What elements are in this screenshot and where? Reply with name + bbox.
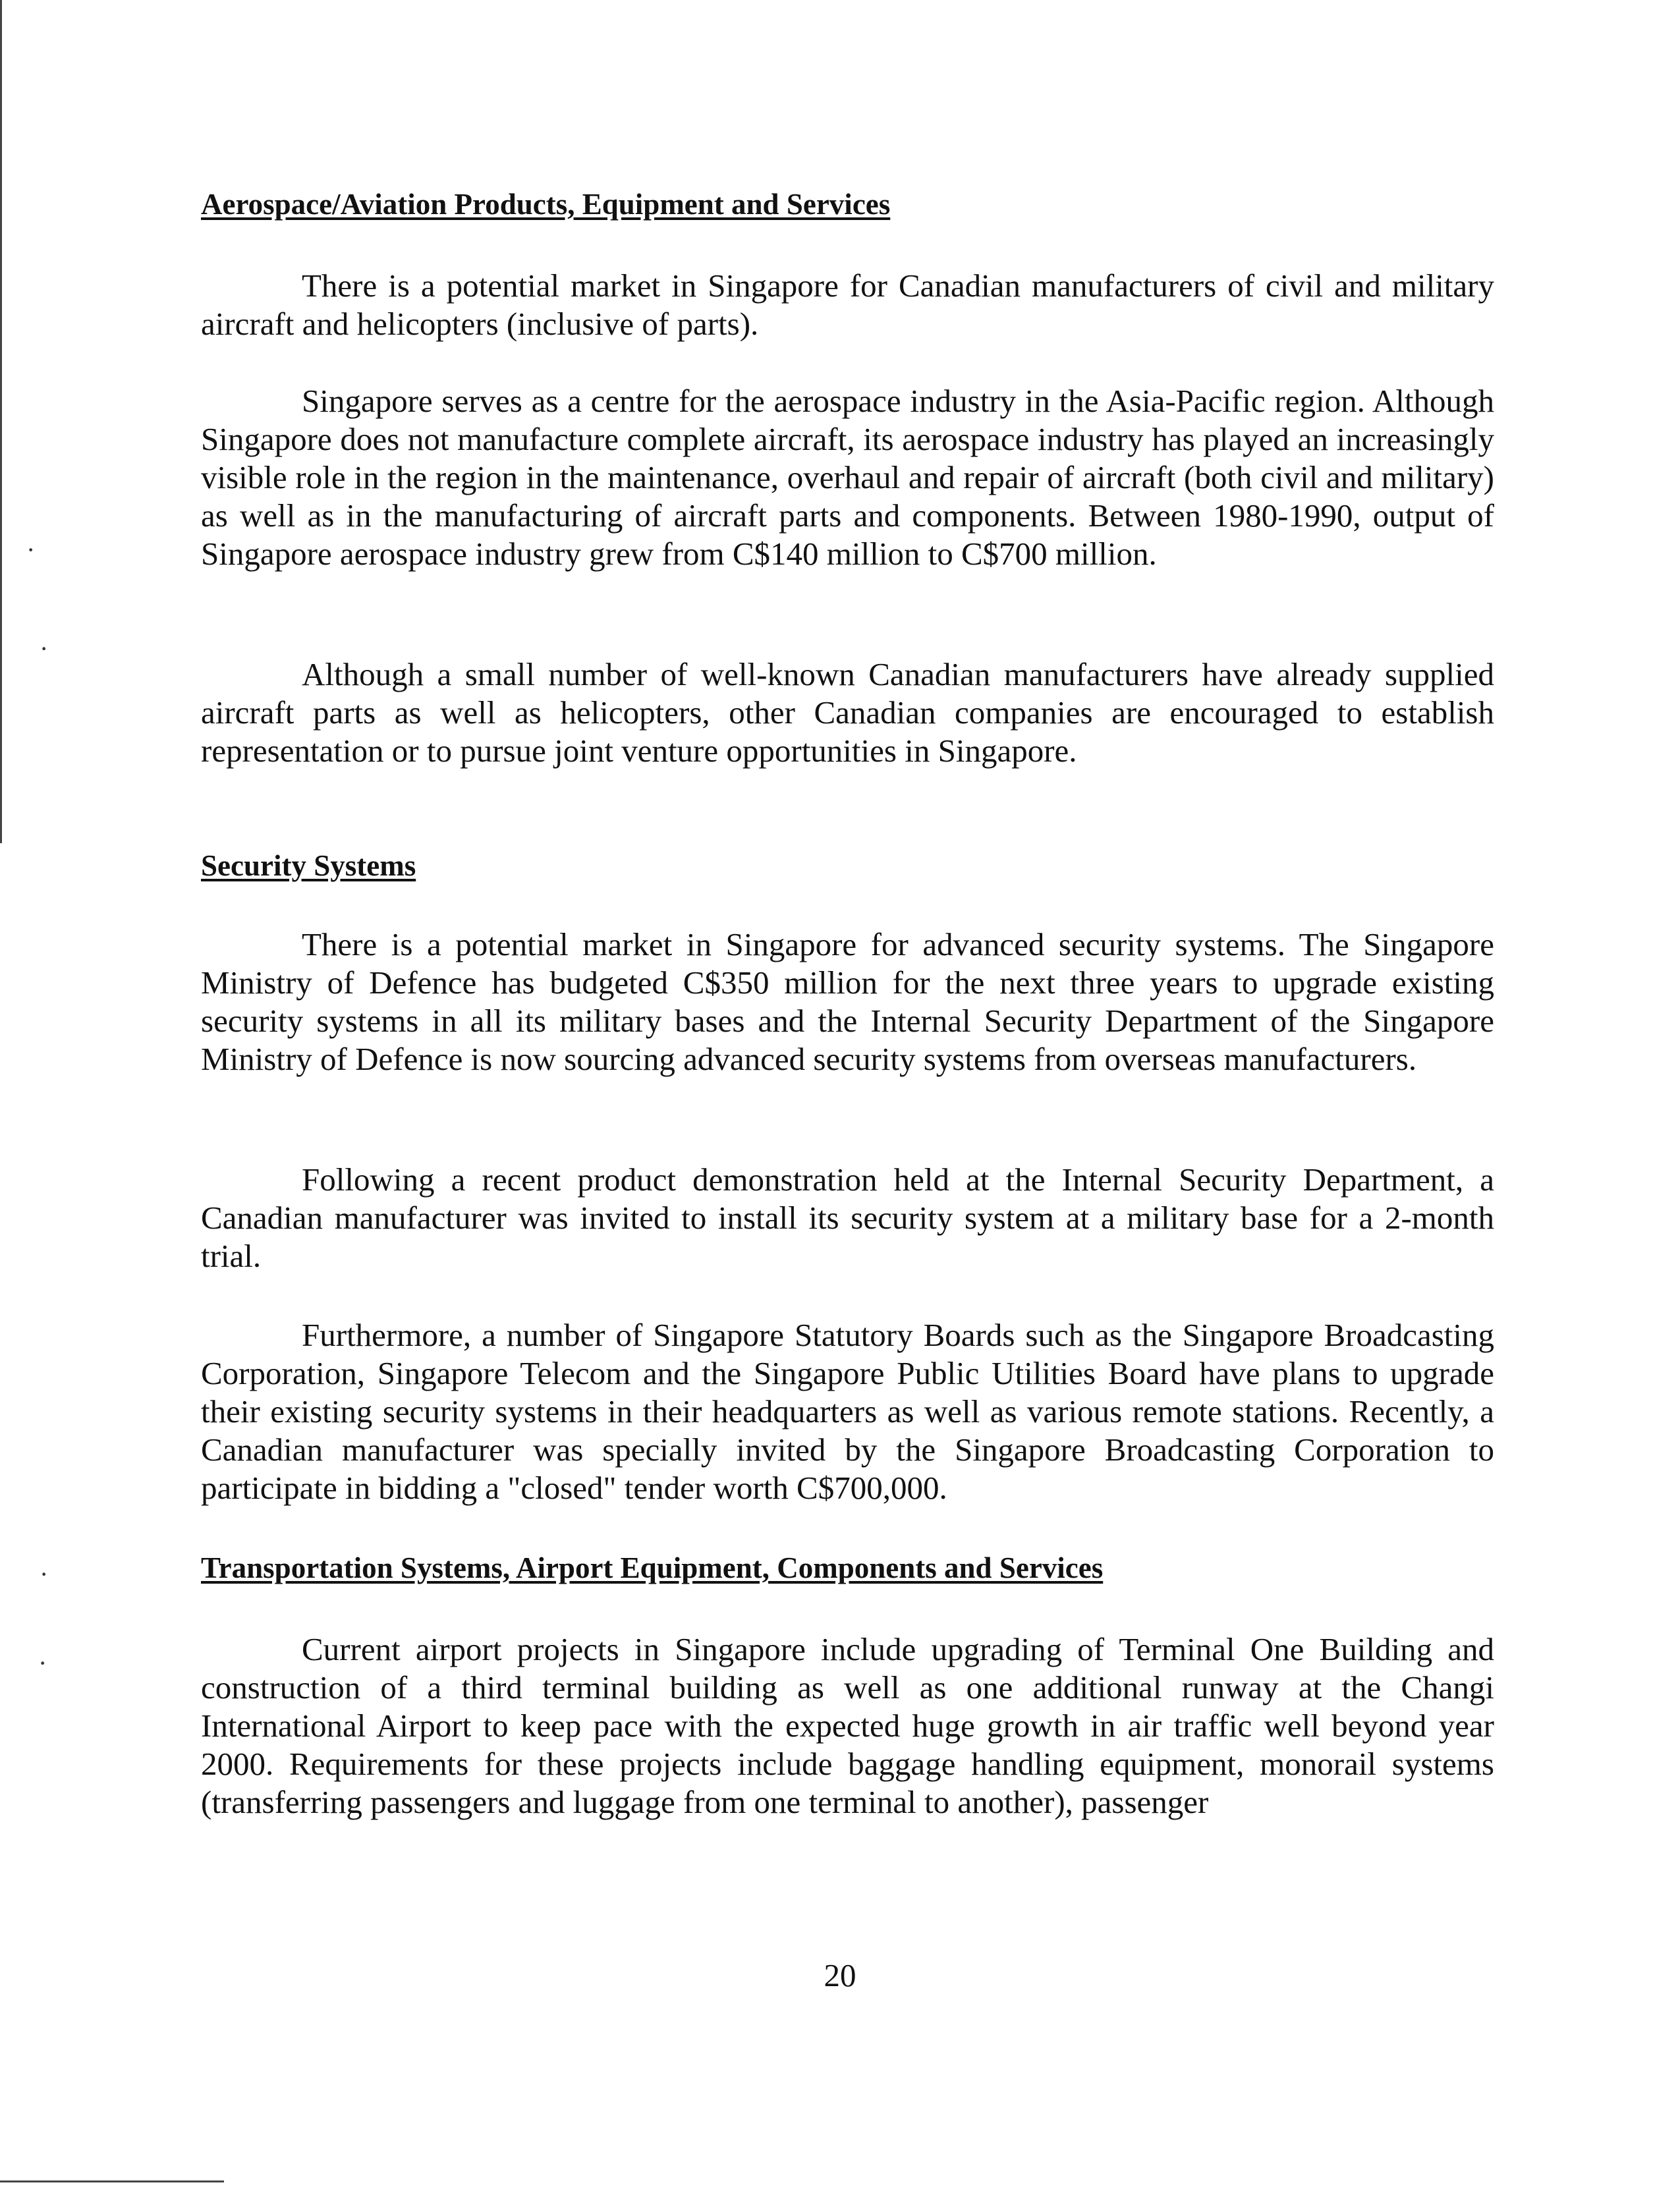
paragraph-aerospace-market: There is a potential market in Singapore for Canadian manufacturers of civil and military aircraft and helicopters (inclusive of parts). [201, 267, 1494, 342]
bottom-margin-rule [0, 2180, 224, 2182]
scan-speck: · [38, 1648, 47, 1678]
paragraph-aerospace-centre: Singapore serves as a centre for the aerospace industry in the Asia-Pacific region. Although Singapore does not manufacture complete aircraft, its aerospace industry has played an increasingly visible role in the region in the maintenance, overhaul and repair of aircraft (both civil and military) as well as in the manufacturing of aircraft parts and components. Between 1980-1990, output of Singapore aerospace industry grew from C$140 million to C$700 million. [201, 383, 1494, 572]
left-margin-rule [0, 0, 2, 843]
paragraph-security-demonstration: Following a recent product demonstration held at the Internal Security Department, a Canadian manufacturer was invited to install its security system at a military base for a 2-month trial. [201, 1161, 1494, 1274]
paragraph-aerospace-representation: Although a small number of well-known Canadian manufacturers have already supplied aircraft parts as well as helicopters, other Canadian companies are encouraged to establish representation or to pursue joint venture opportunities in Singapore. [201, 656, 1494, 769]
heading-aerospace: Aerospace/Aviation Products, Equipment and Services [201, 188, 891, 221]
paragraph-security-market: There is a potential market in Singapore for advanced security systems. The Singapore Ministry of Defence has budgeted C$350 million for the next three years to upgrade existing security systems in all its military bases and the Internal Security Department of the Singapore Ministry of Defence is now sourcing advanced security systems from overseas manufacturers. [201, 926, 1494, 1077]
scan-speck: · [40, 1559, 49, 1589]
scan-speck: · [26, 535, 36, 565]
page-number: 20 [824, 1957, 856, 1993]
scan-speck: · [40, 634, 49, 663]
paragraph-security-statutory-boards: Furthermore, a number of Singapore Statutory Boards such as the Singapore Broadcasting Corporation, Singapore Telecom and the Singapore Public Utilities Board have plans to upgrade their existing security systems in their headquarters as well as various remote stations. Recently, a Canadian manufacturer was specially invited by the Singapore Broadcasting Corporation to participate in bidding a "closed" tender worth C$700,000. [201, 1317, 1494, 1506]
paragraph-airport-projects: Current airport projects in Singapore include upgrading of Terminal One Building and construction of a third terminal building as well as one additional runway at the Changi International Airport to keep pace with the expected huge growth in air traffic well beyond year 2000. Requirements for these projects include baggage handling equipment, monorail systems (transferring passengers and luggage from one terminal to another), passenger [201, 1631, 1494, 1820]
heading-security-systems: Security Systems [201, 849, 416, 882]
heading-transportation-systems: Transportation Systems, Airport Equipment, Components and Services [201, 1551, 1104, 1584]
